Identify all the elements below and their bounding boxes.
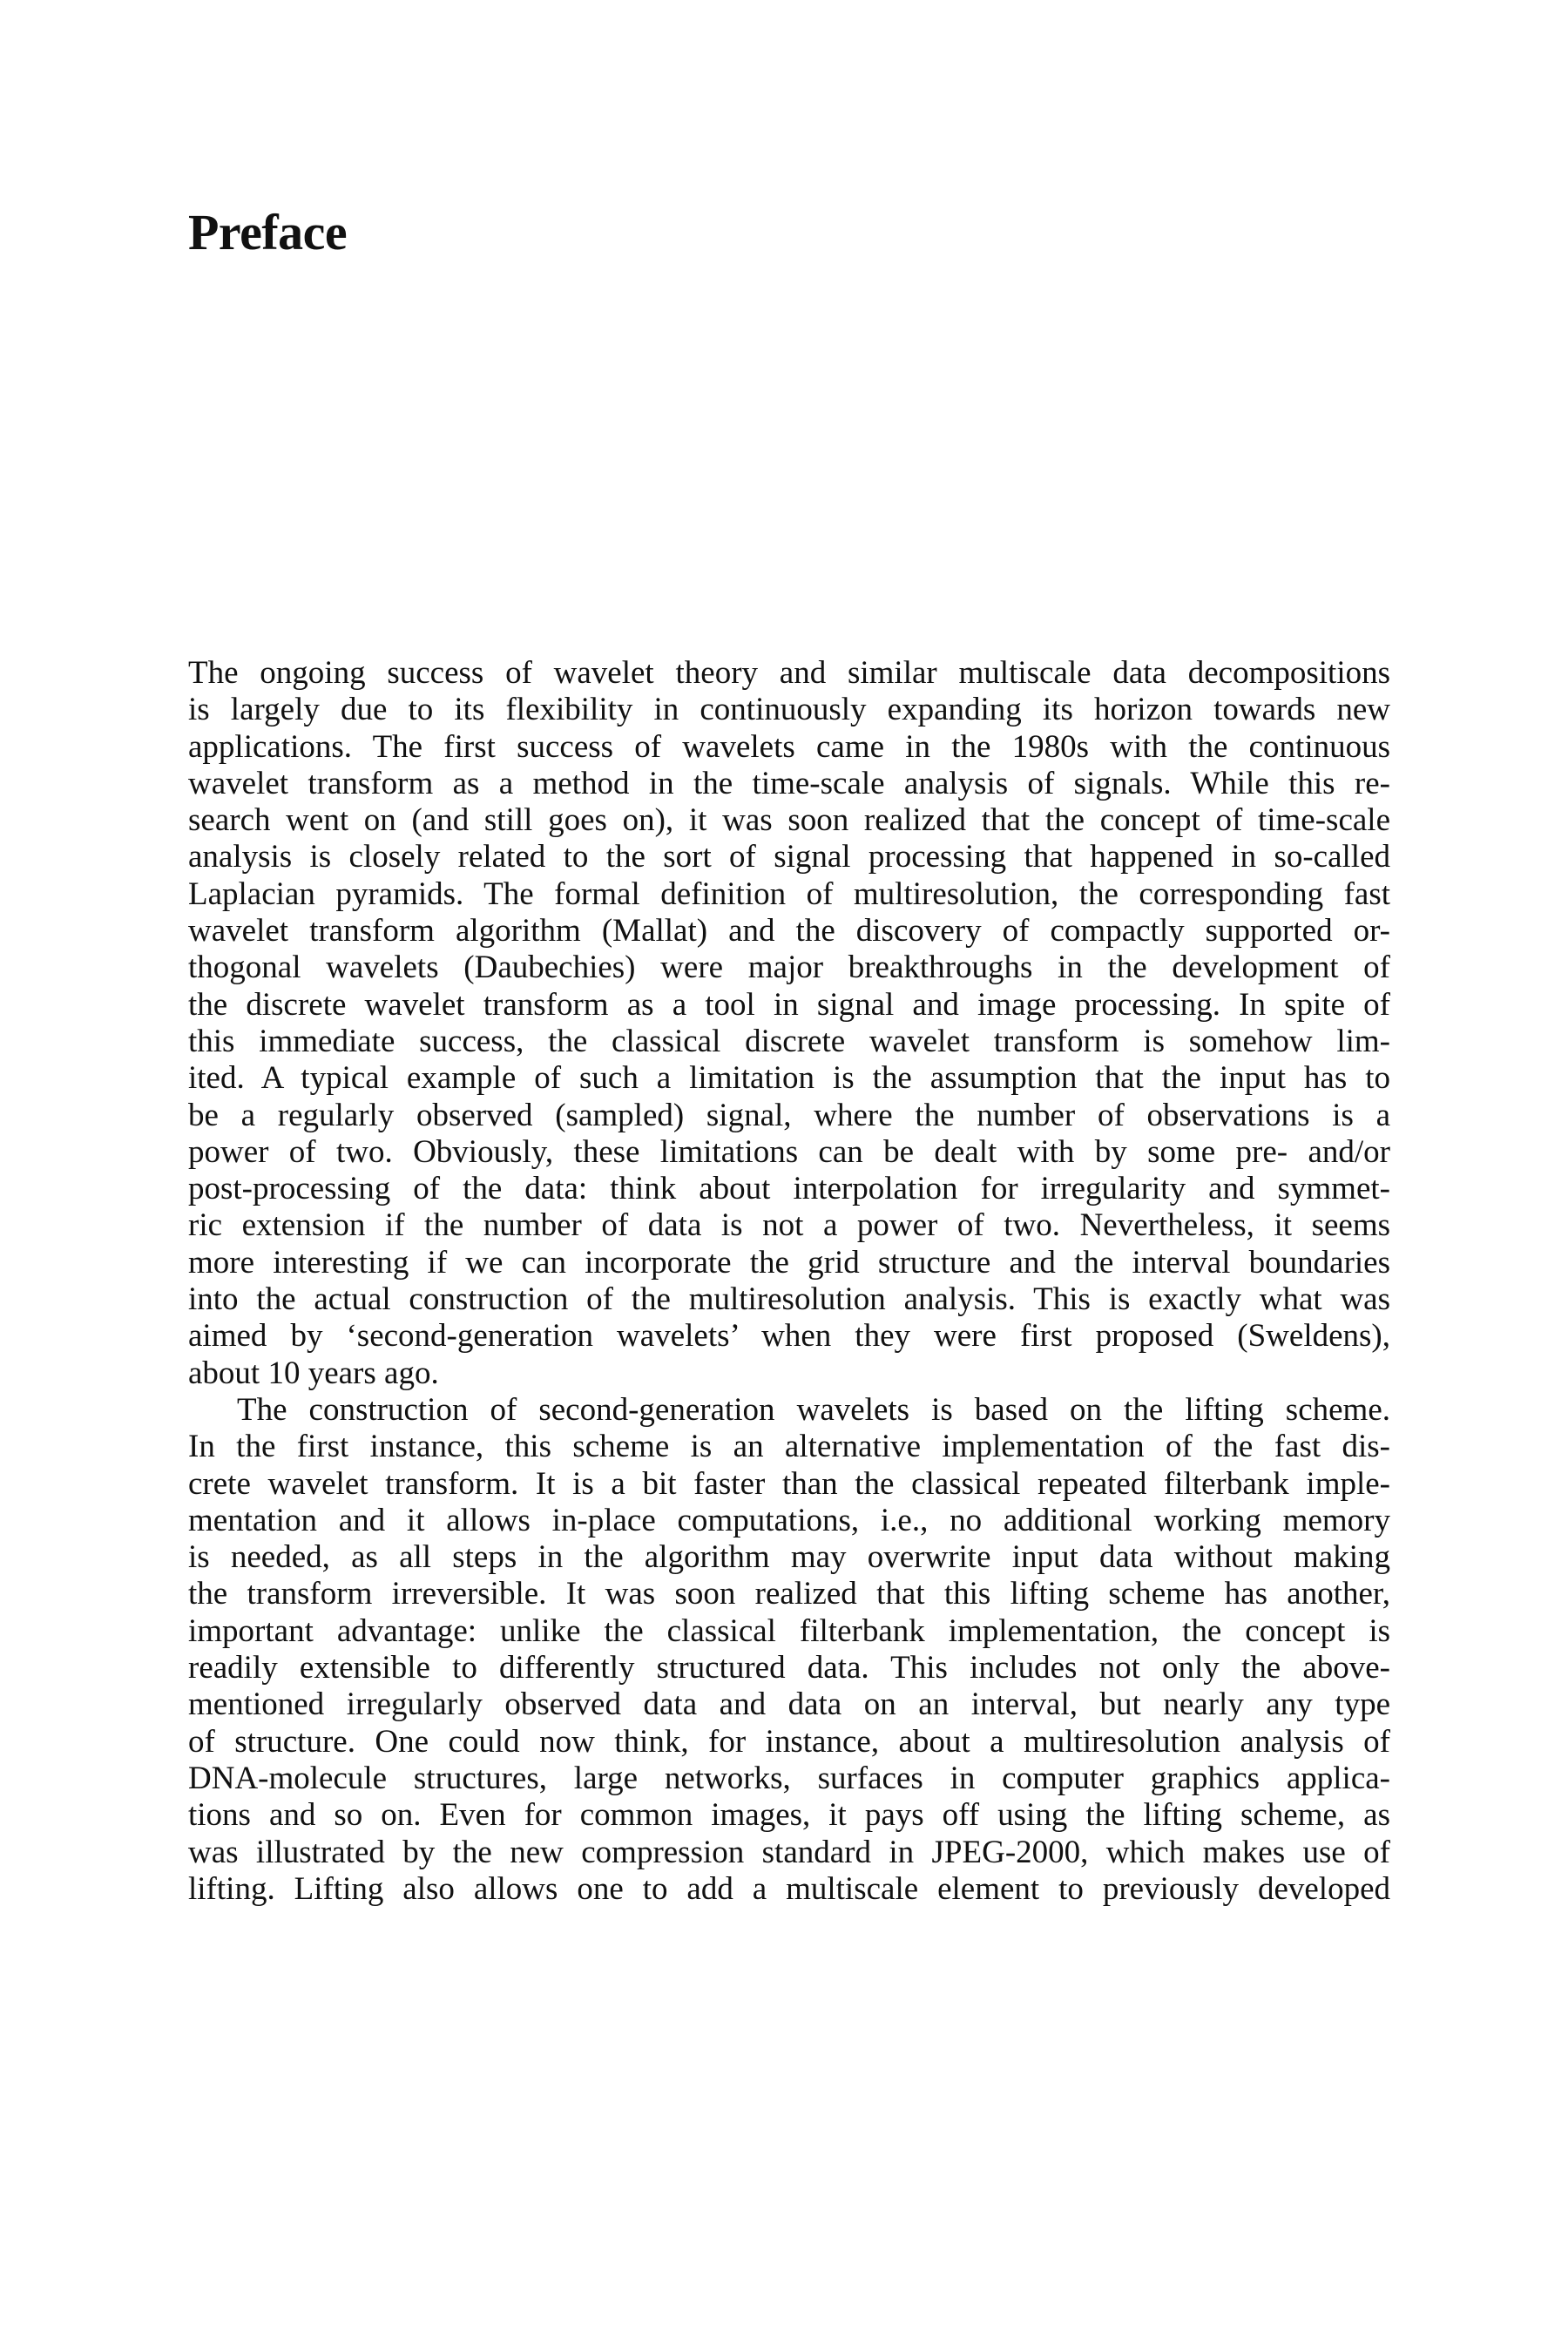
text-line: wavelet transform as a method in the time-scale analysis of signals. While this re-	[188, 765, 1390, 801]
text-line: ric extension if the number of data is not a power of two. Nevertheless, it seems	[188, 1207, 1390, 1244]
text-line: crete wavelet transform. It is a bit faster than the classical repeated filterbank imple-	[188, 1465, 1390, 1502]
text-line: The ongoing success of wavelet theory and similar multiscale data decompositions	[188, 655, 1390, 691]
page-title: Preface	[188, 204, 348, 260]
text-line: mentioned irregularly observed data and data on an interval, but nearly any type	[188, 1686, 1390, 1723]
text-line: thogonal wavelets (Daubechies) were major breakthroughs in the development of	[188, 950, 1390, 986]
body-text	[188, 655, 1390, 1908]
text-line: In the first instance, this scheme is an alternative implementation of the fast dis-	[188, 1429, 1390, 1465]
text-line: about 10 years ago.	[188, 1355, 439, 1391]
text-line: tions and so on. Even for common images, it pays off using the lifting scheme, as	[188, 1797, 1390, 1834]
text-line: Laplacian pyramids. The formal definition of multiresolution, the corresponding fast	[188, 875, 1390, 912]
text-line: ited. A typical example of such a limitation is the assumption that the input has to	[188, 1060, 1390, 1097]
text-line: DNA-molecule structures, large networks, surfaces in computer graphics applica-	[188, 1760, 1390, 1796]
text-line: of structure. One could now think, for instance, about a multiresolution analysis of	[188, 1723, 1390, 1760]
text-line: mentation and it allows in-place computations, i.e., no additional working memory	[188, 1502, 1390, 1538]
text-line: applications. The first success of wavelets came in the 1980s with the continuous	[188, 728, 1390, 765]
text-line: wavelet transform algorithm (Mallat) and the discovery of compactly supported or-	[188, 913, 1390, 950]
text-line: more interesting if we can incorporate the grid structure and the interval boundaries	[188, 1244, 1390, 1281]
text-line: into the actual construction of the multiresolution analysis. This is exactly what was	[188, 1281, 1390, 1318]
text-line: aimed by ‘second-generation wavelets’ when they were first proposed (Sweldens),	[188, 1318, 1390, 1355]
text-line: analysis is closely related to the sort of signal processing that happened in so-called	[188, 839, 1390, 875]
text-line: is needed, as all steps in the algorithm may overwrite input data without making	[188, 1539, 1390, 1576]
text-line: is largely due to its flexibility in continuously expanding its horizon towards new	[188, 692, 1390, 728]
text-line: important advantage: unlike the classical filterbank implementation, the concept is	[188, 1612, 1390, 1649]
paragraph-2	[188, 1392, 1390, 1908]
text-line: readily extensible to differently structured data. This includes not only the above-	[188, 1650, 1390, 1686]
text-line: be a regularly observed (sampled) signal, where the number of observations is a	[188, 1097, 1390, 1133]
text-line: the discrete wavelet transform as a tool in signal and image processing. In spite of	[188, 986, 1390, 1023]
text-line: the transform irreversible. It was soon realized that this lifting scheme has another,	[188, 1576, 1390, 1612]
text-line: power of two. Obviously, these limitations can be dealt with by some pre- and/or	[188, 1133, 1390, 1170]
paragraph-1	[188, 655, 1390, 1392]
text-line: was illustrated by the new compression standard in JPEG-2000, which makes use of	[188, 1834, 1390, 1870]
text-line: this immediate success, the classical discrete wavelet transform is somehow lim-	[188, 1023, 1390, 1059]
text-line: search went on (and still goes on), it was soon realized that the concept of time-scale	[188, 802, 1390, 839]
text-line: lifting. Lifting also allows one to add a multiscale element to previously developed	[188, 1870, 1390, 1907]
text-line: post-processing of the data: think about interpolation for irregularity and symmet-	[188, 1171, 1390, 1207]
text-line: The construction of second-generation wavelets is based on the lifting scheme.	[237, 1391, 1390, 1428]
